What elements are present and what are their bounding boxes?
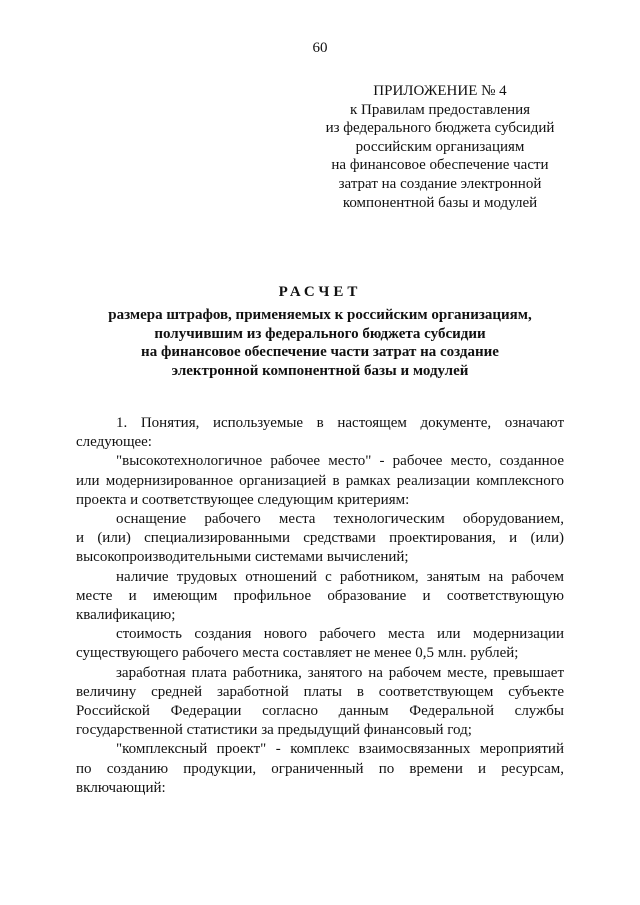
- paragraph-line: по созданию продукции, ограниченный по времени и ресурсам,: [76, 760, 564, 777]
- body-paragraph: [76, 664, 564, 741]
- subtitle-line: на финансовое обеспечение части затрат на создание: [141, 344, 499, 361]
- document-subtitle: [60, 306, 580, 380]
- appendix-line: к Правилам предоставления: [349, 101, 531, 118]
- appendix-line: из федерального бюджета субсидий: [325, 120, 555, 137]
- appendix-line: на финансовое обеспечение части: [331, 157, 549, 174]
- paragraph-line: существующего рабочего места составляет не менее 0,5 млн. рублей;: [76, 645, 519, 662]
- appendix-title: ПРИЛОЖЕНИЕ № 4: [373, 83, 507, 99]
- paragraph-line: стоимость создания нового рабочего места или модернизации: [116, 626, 564, 643]
- paragraph-line: 1. Понятия, используемые в настоящем документе, означают: [116, 415, 564, 431]
- subtitle-line: получившим из федерального бюджета субсидии: [154, 325, 486, 342]
- body-paragraph: [76, 510, 564, 568]
- paragraph-line: наличие трудовых отношений с работником, занятым на рабочем: [116, 568, 564, 585]
- appendix-line: российским организациям: [355, 138, 525, 155]
- page-number: 60: [312, 40, 328, 56]
- body-paragraph: [76, 414, 564, 452]
- subtitle-line: электронной компонентной базы и модулей: [171, 362, 469, 379]
- paragraph-line: или модернизированное организацией в рамках реализации комплексного: [76, 472, 564, 489]
- document-title: РАСЧЕТ: [278, 284, 362, 300]
- paragraph-line: и (или) специализированными средствами проектирования, и (или): [76, 530, 564, 547]
- paragraph-line: месте и имеющим профильное образование и соответствующую: [76, 587, 564, 604]
- paragraph-line: оснащение рабочего места технологическим оборудованием,: [116, 511, 564, 528]
- paragraph-line: Российской Федерации согласно данным Федеральной службы: [76, 703, 564, 720]
- body-paragraph: [76, 452, 564, 510]
- paragraph-line: квалификацию;: [76, 607, 176, 624]
- body-paragraph: [76, 568, 564, 626]
- paragraph-line: включающий:: [76, 779, 166, 796]
- paragraph-line: высокопроизводительными системами вычислений;: [76, 549, 409, 566]
- document-body: [76, 414, 564, 798]
- paragraph-line: государственной статистики за предыдущий финансовый год;: [76, 722, 472, 739]
- appendix-line: затрат на создание электронной: [338, 175, 542, 192]
- subtitle-line: размера штрафов, применяемых к российским организациям,: [108, 307, 532, 323]
- body-paragraph: [76, 625, 564, 663]
- paragraph-line: следующее:: [76, 434, 152, 451]
- appendix-header: [300, 82, 580, 212]
- paragraph-line: "высокотехнологичное рабочее место" - рабочее место, созданное: [116, 453, 564, 470]
- paragraph-line: проекта и соответствующее следующим критериям:: [76, 491, 410, 508]
- body-paragraph: [76, 740, 564, 798]
- paragraph-line: величину средней заработной платы в соответствующем субъекте: [76, 683, 564, 700]
- paragraph-line: "комплексный проект" - комплекс взаимосвязанных мероприятий: [116, 741, 564, 758]
- paragraph-line: заработная плата работника, занятого на рабочем месте, превышает: [116, 664, 564, 681]
- appendix-line: компонентной базы и модулей: [342, 194, 538, 211]
